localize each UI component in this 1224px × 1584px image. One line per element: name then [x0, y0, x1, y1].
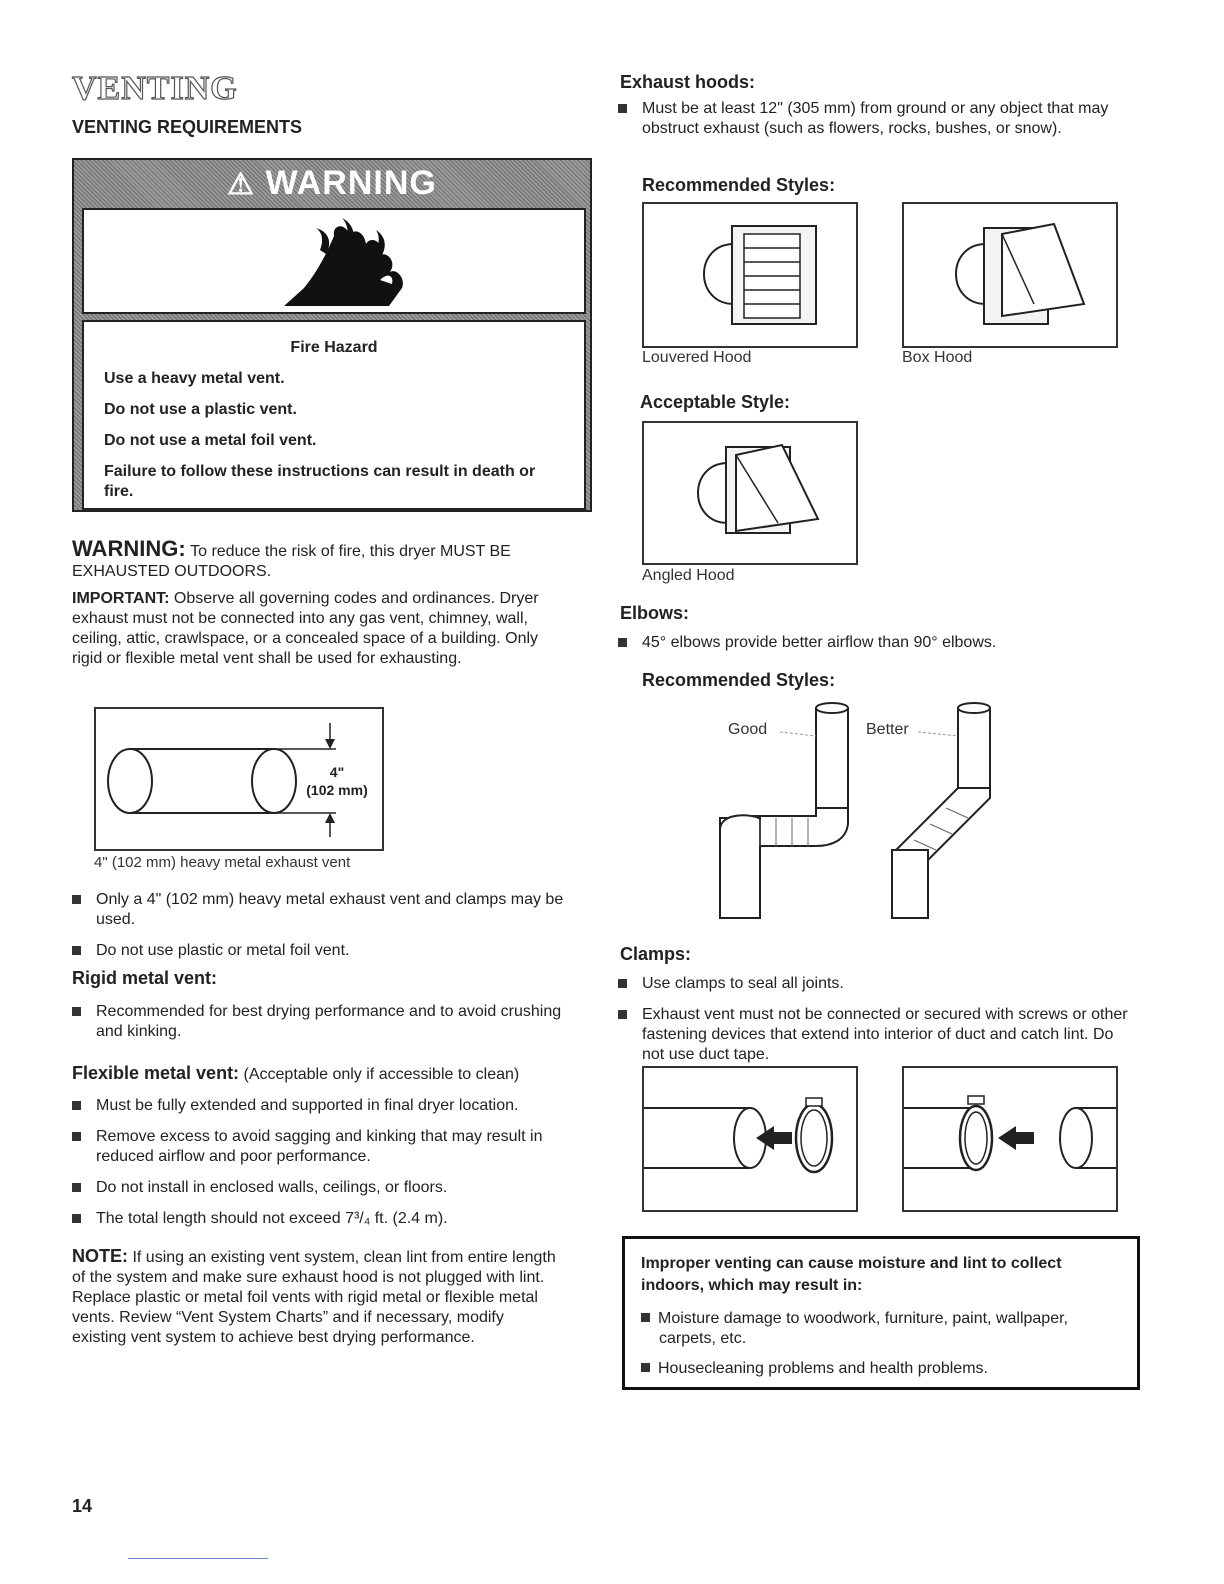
box-hood-figure — [902, 202, 1118, 348]
list-item: Housecleaning problems and health problems. — [641, 1359, 1123, 1379]
clamp-illustration-2 — [904, 1068, 1116, 1210]
rigid-bullet-list — [72, 1002, 572, 1042]
warning-line: Do not use a metal foil vent. — [104, 432, 317, 449]
list-item: The total length should not exceed 7³/₄ ft. (2.4 m). — [72, 1209, 582, 1229]
clamp-illustration-1 — [644, 1068, 856, 1210]
elbows-figure — [700, 700, 1010, 925]
warning-line: Failure to follow these instructions can result in death or fire. — [104, 463, 536, 500]
improper-venting-box — [622, 1236, 1140, 1390]
list-item: Must be at least 12" (305 mm) from ground or any object that may obstruct exhaust (such as flowers, rocks, bushes, or snow). — [618, 99, 1134, 139]
warning-statement: WARNING: To reduce the risk of fire, this dryer MUST BE EXHAUSTED OUTDOORS. — [72, 536, 511, 580]
vent-size-label: 4" (102 mm) — [306, 764, 368, 798]
elbows-bullet-list — [618, 633, 1134, 653]
list-item: Only a 4" (102 mm) heavy metal exhaust vent and clamps may be used. — [72, 890, 572, 930]
box-hood-caption: Box Hood — [902, 349, 973, 366]
rigid-heading: Rigid metal vent: — [72, 968, 218, 988]
angled-hood-figure — [642, 421, 858, 565]
warning-triangle-icon: ⚠ — [227, 168, 256, 201]
better-elbow-label: Better — [866, 721, 909, 738]
exhaust-hoods-heading: Exhaust hoods: — [620, 72, 756, 92]
footer-rule — [128, 1558, 268, 1559]
bullet-square-icon — [641, 1363, 650, 1372]
warning-text-panel — [82, 320, 586, 510]
list-item: Must be fully extended and supported in final dryer location. — [72, 1096, 582, 1116]
page-title: VENTING — [72, 70, 238, 107]
good-elbow-label: Good — [728, 721, 768, 738]
warning-line: Do not use a plastic vent. — [104, 401, 297, 418]
recommended-elbows-heading: Recommended Styles: — [642, 670, 836, 690]
louvered-hood-figure — [642, 202, 858, 348]
list-item: 45° elbows provide better airflow than 90° elbows. — [618, 633, 1134, 653]
warning-heading: ⚠ WARNING — [227, 164, 437, 202]
box-hood-illustration — [904, 204, 1116, 346]
page-number: 14 — [72, 1496, 93, 1516]
list-item: Exhaust vent must not be connected or secured with screws or other fastening devices that extend into interior of duct and catch lint. Do not use duct tape. — [618, 1005, 1134, 1065]
list-item: Do not install in enclosed walls, ceilings, or floors. — [72, 1178, 582, 1198]
bullet-square-icon — [641, 1313, 650, 1322]
flexible-bullet-list — [72, 1096, 582, 1229]
warning-box — [72, 158, 592, 512]
louvered-hood-caption: Louvered Hood — [642, 349, 752, 366]
recommended-hoods-heading: Recommended Styles: — [642, 175, 836, 195]
vent-caption: 4" (102 mm) heavy metal exhaust vent — [94, 854, 351, 871]
list-item: Recommended for best drying performance and to avoid crushing and kinking. — [72, 1002, 572, 1042]
improper-venting-heading: Improper venting can cause moisture and lint to collect indoors, which may result in: — [641, 1255, 1062, 1294]
exhaust-hoods-bullet-list — [618, 99, 1134, 139]
list-item: Do not use plastic or metal foil vent. — [72, 941, 572, 961]
warning-line: Use a heavy metal vent. — [104, 370, 285, 387]
vent-bullet-list — [72, 890, 572, 961]
fire-hazard-panel — [82, 208, 586, 314]
clamps-heading: Clamps: — [620, 944, 692, 964]
louvered-hood-illustration — [644, 204, 856, 346]
elbows-heading: Elbows: — [620, 603, 690, 623]
fire-icon — [84, 210, 588, 312]
angled-hood-illustration — [644, 423, 856, 563]
clamp-figure-2 — [902, 1066, 1118, 1212]
note-paragraph: NOTE: If using an existing vent system, clean lint from entire length of the system and make sure exhaust hood is not plugged with lint. Replace plastic or metal foil vents with rigid metal or flexible metal vents. Review “Vent System Charts” and if necessary, modify existing vent system to achieve best drying performance. — [72, 1246, 556, 1346]
list-item: Remove excess to avoid sagging and kinking that may result in reduced airflow and poor performance. — [72, 1127, 556, 1167]
vent-figure — [94, 707, 384, 851]
angled-hood-caption: Angled Hood — [642, 567, 735, 584]
section-subtitle: VENTING REQUIREMENTS — [72, 117, 303, 137]
list-item: Use clamps to seal all joints. — [618, 974, 1134, 994]
clamps-bullet-list — [618, 974, 1134, 1065]
flexible-heading: Flexible metal vent: (Acceptable only if accessible to clean) — [72, 1063, 520, 1083]
acceptable-hood-heading: Acceptable Style: — [640, 392, 791, 412]
important-paragraph: IMPORTANT: Observe all governing codes and ordinances. Dryer exhaust must not be connected into any gas vent, chimney, wall, ceiling, attic, crawlspace, or a concealed space of a building. Only rigid or flexible metal vent shall be used for exhausting. — [72, 590, 539, 667]
list-item: Moisture damage to woodwork, furniture, paint, wallpaper, carpets, etc. — [641, 1309, 1123, 1349]
fire-hazard-title: Fire Hazard — [290, 339, 378, 356]
clamp-figure-1 — [642, 1066, 858, 1212]
